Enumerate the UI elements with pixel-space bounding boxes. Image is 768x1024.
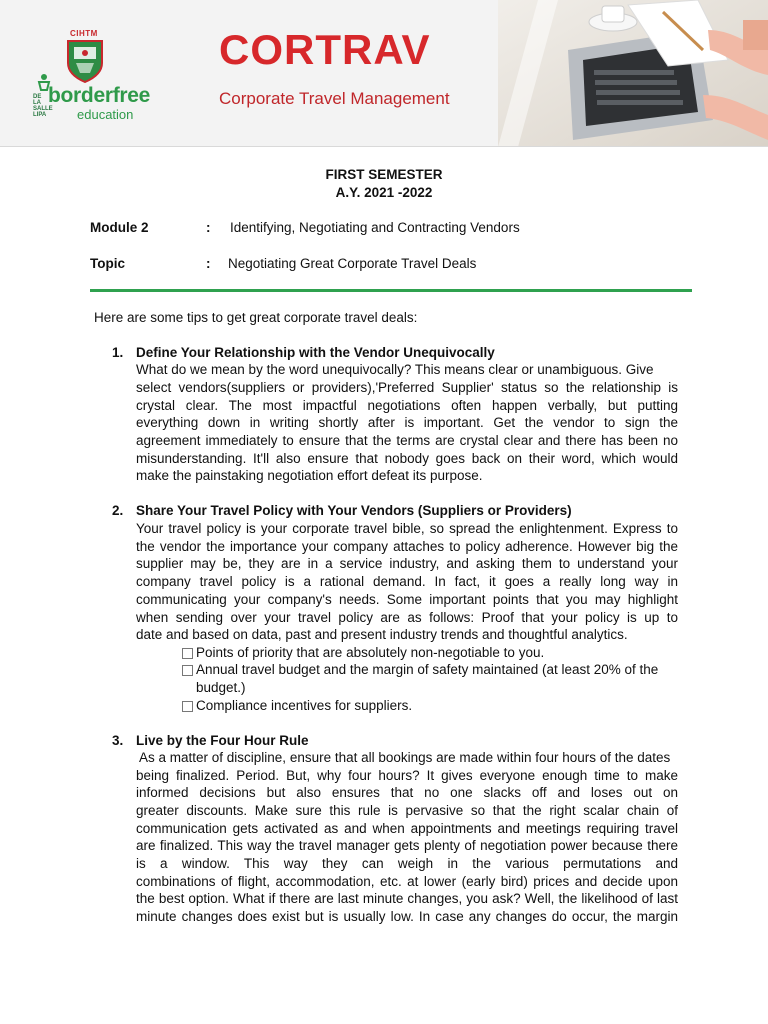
- brand-subtitle: Corporate Travel Management: [219, 89, 450, 108]
- tip-line: As a matter of discipline, ensure that all bookings are made within four hours of the dates: [139, 750, 671, 765]
- bullet-item: Points of priority that are absolutely non-negotiable to you.: [196, 645, 545, 660]
- module-value: Identifying, Negotiating and Contracting Vendors: [230, 220, 520, 235]
- tip-line: being finalized. Period. But, why four hours? It gives everyone enough time to make: [136, 768, 678, 783]
- tip-line: misunderstanding. It'll also ensure that nobody goes back on their word, which would: [136, 451, 678, 466]
- green-divider: [90, 289, 692, 292]
- logo-dlsl-text: DE LA SALLE LIPA: [33, 94, 53, 118]
- topic-colon: :: [206, 256, 211, 271]
- tip-line: make the painstaking negotiation effort defeat its purpose.: [136, 468, 483, 483]
- brand-title: CORTRAV: [219, 26, 431, 73]
- tip-line: greater discounts. Make sure this rule is pervasive so that the right scalar chain of: [136, 803, 678, 818]
- tip-line: everything down in writing shortly after is important. Get the vendor to sign the: [136, 415, 678, 430]
- topic-label: Topic: [90, 256, 125, 271]
- tip-line: agreement immediately to ensure that the terms are crystal clear and there has been no: [136, 433, 678, 448]
- bullet-item: Annual travel budget and the margin of safety maintained (at least 20% of the: [196, 662, 659, 677]
- tip-line: communication gets activated as and when appointments and meetings requiring travel: [136, 821, 678, 836]
- tip-line: Your travel policy is your corporate travel bible, so spread the enlightenment. Express to: [136, 521, 678, 536]
- tip-number: 1.: [112, 345, 124, 360]
- laptop-photo: [498, 0, 768, 147]
- tip-line: informed decisions but also ensures that no one slacks off and loses out on: [136, 785, 678, 800]
- bullet-item-continued: budget.): [196, 680, 246, 695]
- tip-line: select vendors(suppliers or providers),'Preferred Supplier' status so the relationship is: [136, 380, 678, 395]
- tip-line: minute changes does exist but is usually low. In case any changes do occur, the margin: [136, 909, 678, 924]
- header-banner: [0, 0, 768, 147]
- tip-line: the best option. What if there are last minute changes, you ask? Well, the likelihood of last: [136, 891, 678, 906]
- module-colon: :: [206, 220, 211, 235]
- bullet-item: Compliance incentives for suppliers.: [196, 698, 413, 713]
- tip-heading: Define Your Relationship with the Vendor Unequivocally: [136, 345, 495, 360]
- topic-value: Negotiating Great Corporate Travel Deals: [228, 256, 477, 271]
- tip-heading: Live by the Four Hour Rule: [136, 733, 309, 748]
- tip-line: crystal clear. The most impactful negotiations often happen verbally, but putting: [136, 398, 678, 413]
- tip-line: date and based on data, past and present industry trends and thoughtful analytics.: [136, 627, 628, 642]
- tip-line: are finalized. This way the travel manager gets plenty of negotiation power because there: [136, 838, 678, 853]
- tip-line: company travel policy is a rational demand. In fact, it goes a really long way in: [136, 574, 678, 589]
- checkbox-bullet-icon: [182, 648, 193, 659]
- module-label: Module 2: [90, 220, 149, 235]
- semester-heading: FIRST SEMESTER: [325, 167, 443, 182]
- tip-line: the vendor the importance your company attaches to policy adherence. However big the: [136, 539, 678, 554]
- logo-borderfree-text: borderfree: [48, 84, 151, 107]
- tip-line: combinations of flight, accommodation, etc. at lower (early bird) prices and decide upon: [136, 874, 678, 889]
- tip-line: communicating your company's needs. Some important points that you may highlight: [136, 592, 678, 607]
- tip-number: 2.: [112, 503, 124, 518]
- checkbox-bullet-icon: [182, 665, 193, 676]
- tip-line: supplier may be, they are in a service industry, and asking them to understand your: [136, 556, 678, 571]
- intro-text: Here are some tips to get great corporate travel deals:: [94, 310, 418, 325]
- banner-divider: [0, 146, 768, 147]
- tip-number: 3.: [112, 733, 124, 748]
- academic-year-heading: A.Y. 2021 -2022: [335, 185, 433, 200]
- tip-line: is a window. This way they can weigh in the various permutations and: [136, 856, 678, 871]
- logo-cihtm-text: CIHTM: [70, 29, 98, 38]
- tip-heading: Share Your Travel Policy with Your Vendors (Suppliers or Providers): [136, 503, 572, 518]
- checkbox-bullet-icon: [182, 701, 193, 712]
- shield-logo-icon: [66, 39, 104, 83]
- tip-line: when sending over your travel policy are as follows: Proof that your policy is up to: [136, 610, 678, 625]
- logo-education-text: education: [77, 107, 134, 122]
- tip-line: What do we mean by the word unequivocally? This means clear or unambiguous. Give: [136, 362, 654, 377]
